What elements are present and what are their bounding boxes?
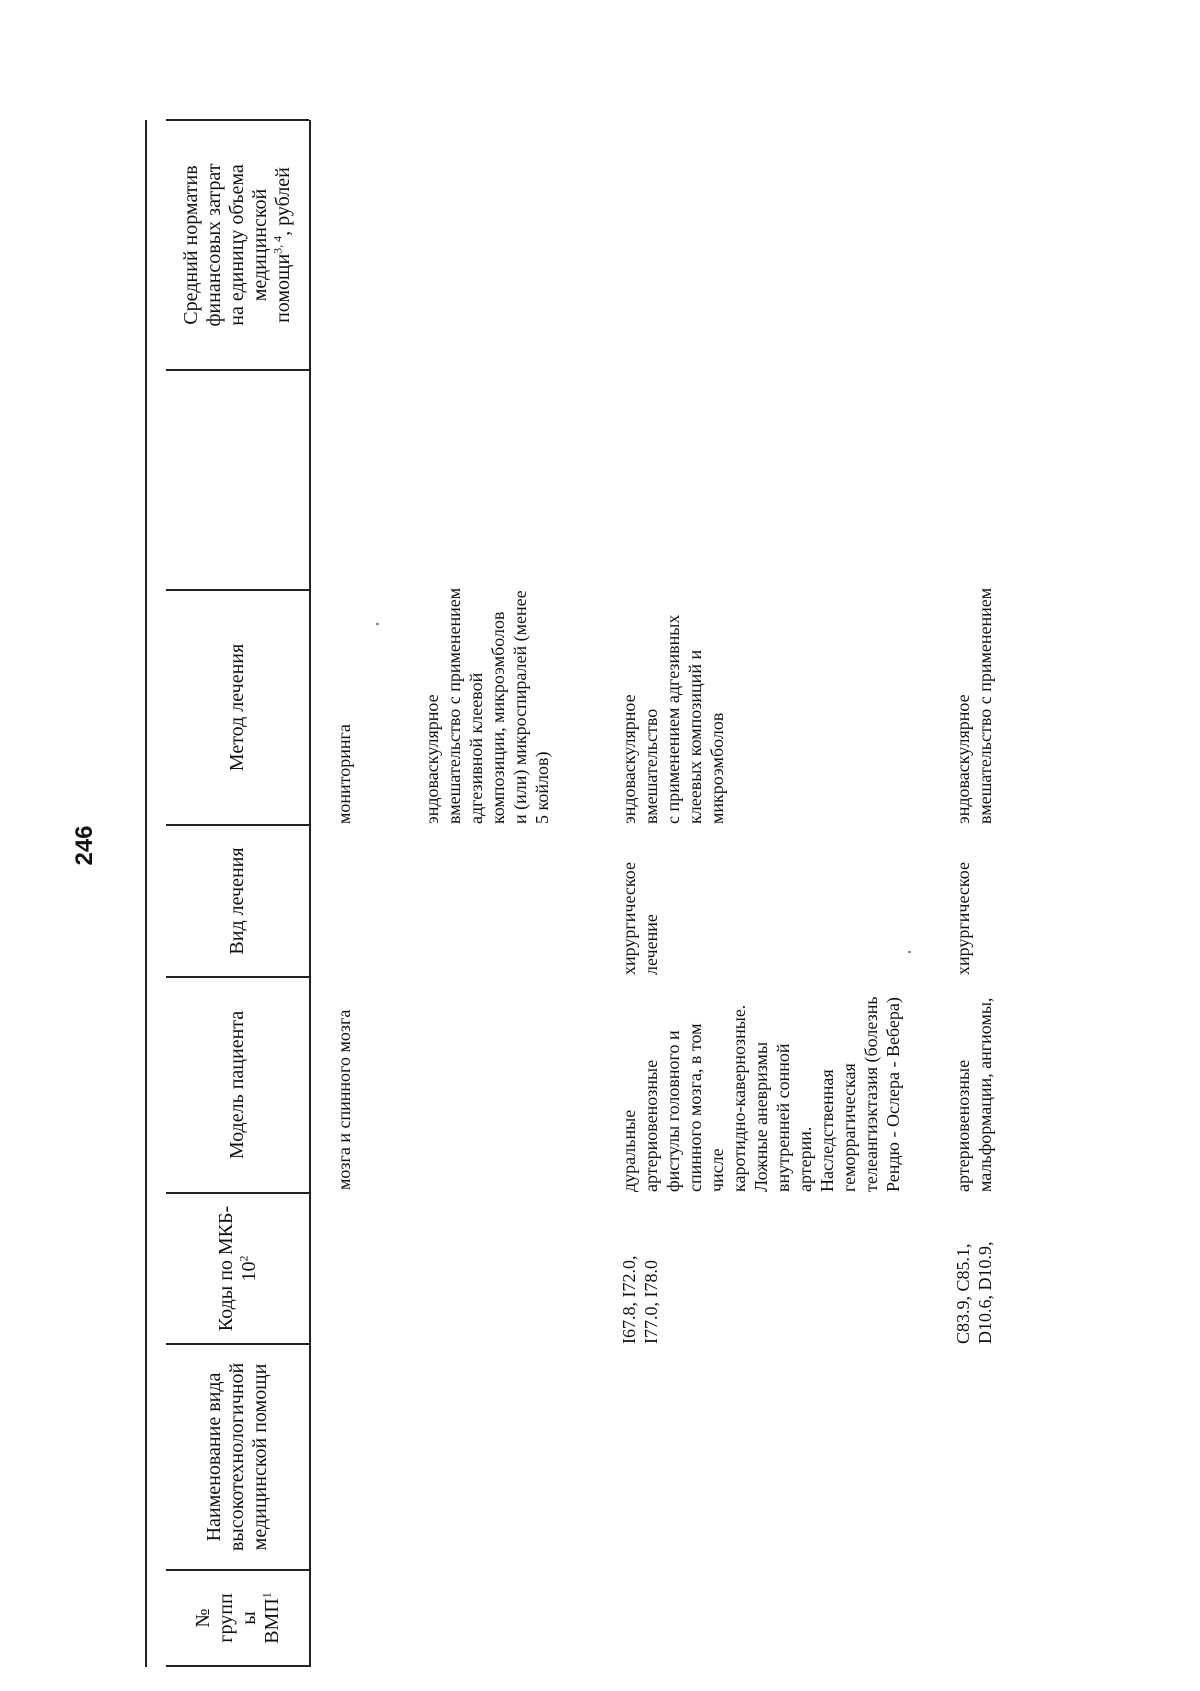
header-name-text: Наименование вида высокотехнологичной медицинской помощи: [203, 1362, 271, 1552]
page-number: 246: [71, 825, 98, 866]
row3-method: эндоваскулярное вмешательство с применением адгезивных клеевых композиций и микроэмболов: [619, 614, 727, 824]
col-separator: [166, 1665, 309, 1667]
row4-icd: C83.9, C85.1, D10.6, D10.9,: [953, 1241, 995, 1344]
row3-icd: I67.8, I72.0, I77.0, I78.0: [619, 1255, 661, 1344]
header-patient-model-text: Модель пациента: [226, 1010, 248, 1160]
header-group-no-text: № групп ы ВМП: [191, 1593, 283, 1644]
col-separator: [166, 369, 309, 371]
header-cost-sup: 3, 4: [270, 235, 285, 254]
header-top-border: [145, 120, 147, 1667]
row4-method: эндоваскулярное вмешательство с применением: [953, 587, 995, 824]
row1-method: мониторинга: [334, 724, 354, 824]
row2-method: эндоваскулярное вмешательство с применением адгезивной клеевой композиции, микроэмболов и (или) микроспиралей (менее 5 койлов): [422, 587, 552, 824]
row4-treatment-type: хирургическое: [953, 862, 973, 975]
header-bottom-border: [309, 120, 311, 1667]
header-method-text: Метод лечения: [226, 643, 248, 772]
scan-speck: [908, 951, 911, 953]
header-icd: [166, 1194, 309, 1343]
header-icd-text: Коды по МКБ- 10: [214, 1205, 260, 1332]
row4-patient-model: артериовенозные мальформации, ангиомы,: [953, 997, 995, 1192]
row3-patient-model: дуральные артериовенозные фистулы головного и спинного мозга, в том числе каротидно-кавернозные. Ложные аневризмы внутренней сонной артерии. Наследственная геморрагическая телеангиэктазия (болезнь Рендю - Ослера - Вебера): [619, 996, 903, 1192]
header-name: [166, 1345, 309, 1569]
header-method: [166, 591, 309, 824]
header-cost: [166, 121, 309, 369]
header-group-no-sup: 1: [258, 1592, 273, 1599]
header-treatment-type: [166, 826, 309, 976]
row3-treatment-type: хирургическое лечение: [619, 862, 661, 975]
header-cost-tail: , рублей: [272, 167, 294, 236]
header-cost-text: Средний норматив финансовых затрат на единицу объема медицинской помощи: [180, 163, 294, 327]
row1-patient-model: мозга и спинного мозга: [334, 1009, 354, 1190]
header-group-no: [166, 1571, 309, 1665]
scan-speck: [376, 623, 379, 625]
header-icd-sup: 2: [235, 1255, 250, 1262]
header-patient-model: [166, 978, 309, 1192]
header-treatment-type-text: Вид лечения: [226, 847, 248, 955]
